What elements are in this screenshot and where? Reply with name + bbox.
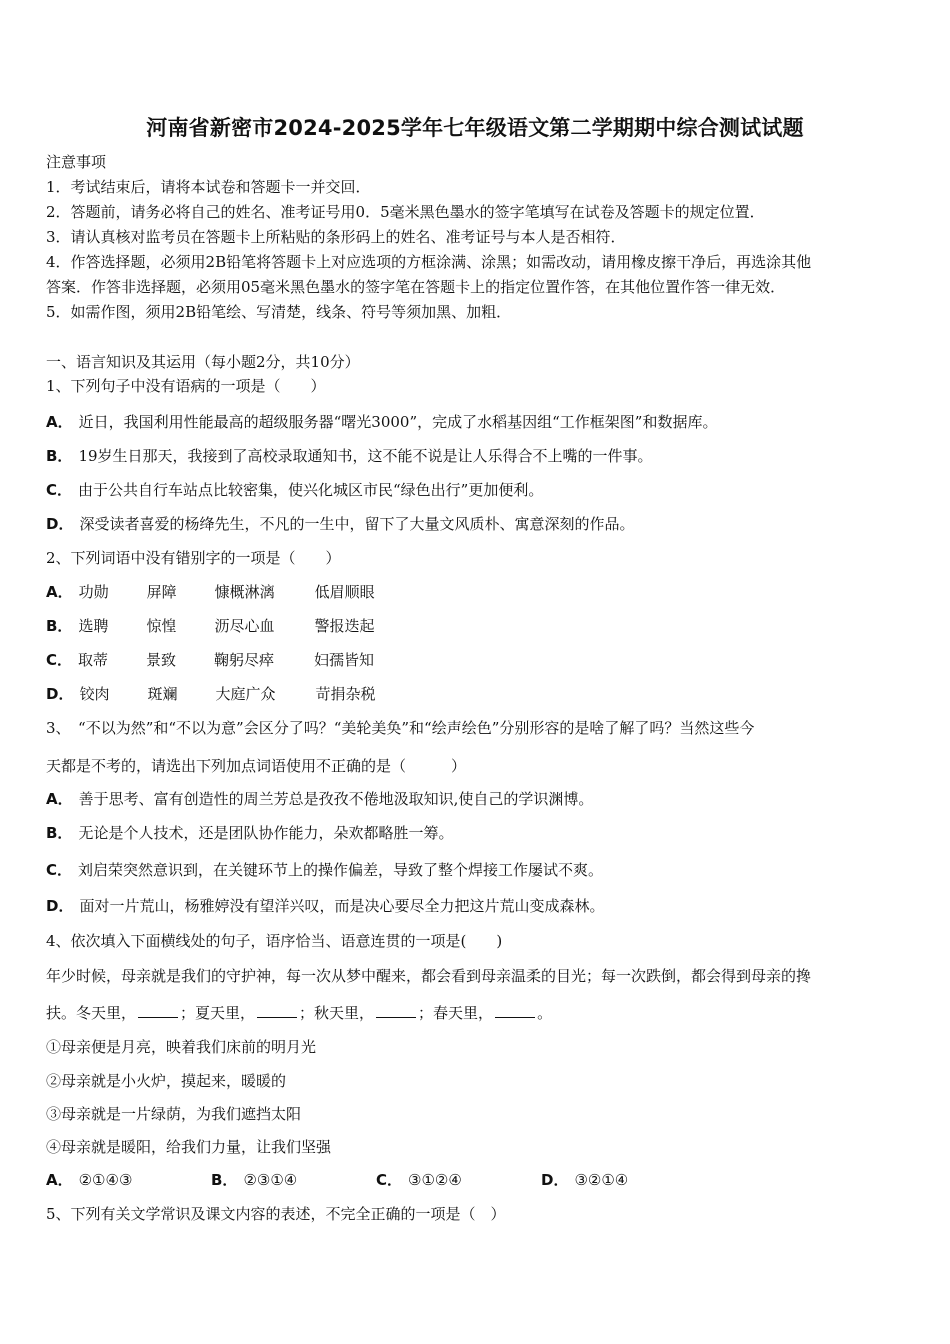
option-label: D．	[46, 685, 74, 703]
passage-fragment: ；春天里，	[418, 1004, 494, 1022]
question-1-option-c	[46, 480, 543, 500]
notice-item: 1．考试结束后，请将本试卷和答题卡一并交回．	[46, 178, 371, 196]
fill-blank	[376, 1003, 416, 1018]
option-label: B．	[46, 617, 73, 635]
option-label: D．	[46, 897, 74, 915]
option-label: D．	[46, 515, 74, 533]
option-label: A．	[46, 583, 73, 601]
page-title: 河南省新密市2024-2025学年七年级语文第二学期期中综合测试试题	[146, 116, 804, 140]
question-4-stem: 4、依次填入下面横线处的句子，语序恰当、语意连贯的一项是( )	[46, 932, 503, 950]
question-1-option-d	[46, 514, 634, 534]
question-4-sentence: ④母亲就是暖阳，给我们力量，让我们坚强	[46, 1138, 332, 1156]
notice-item: 5．如需作图，须用2B铅笔绘、写清楚，线条、符号等须加黑、加粗．	[46, 303, 512, 321]
option-label: C．	[46, 481, 73, 499]
question-4-passage-blanks	[46, 1003, 552, 1023]
option-text: 刘启荣突然意识到，在关键环节上的操作偏差，导致了整个焊接工作屡试不爽。	[78, 861, 604, 879]
question-3-option-d	[46, 896, 604, 916]
passage-fragment: 扶。冬天里，	[46, 1004, 137, 1022]
question-3-stem: 3、 “不以为然”和“不以为意”会区分了吗？“美轮美奂”和“绘声绘色”分别形容的是啥了解了吗？当然这些今	[46, 719, 755, 737]
fill-blank	[257, 1003, 297, 1018]
choice-b	[211, 1170, 376, 1190]
option-label: A．	[46, 413, 73, 431]
option-label: B．	[211, 1171, 238, 1189]
option-word: 惊惶	[146, 617, 177, 635]
option-text: 面对一片荒山，杨雅婷没有望洋兴叹，而是决心要尽全力把这片荒山变成森林。	[79, 897, 605, 915]
option-text: ②③①④	[243, 1171, 298, 1189]
option-text: ②①④③	[78, 1171, 133, 1189]
question-5-stem: 5、下列有关文学常识及课文内容的表述，不完全正确的一项是（ ）	[46, 1205, 506, 1223]
passage-fragment: ；秋天里，	[299, 1004, 375, 1022]
notice-item: 3．请认真核对监考员在答题卡上所粘贴的条形码上的姓名、准考证号与本人是否相符．	[46, 228, 626, 246]
option-label: B．	[46, 447, 73, 465]
question-2-option-b	[46, 616, 414, 636]
option-word: 沥尽心血	[214, 617, 275, 635]
notice-heading: 注意事项	[46, 153, 107, 171]
question-4-passage: 年少时候，母亲就是我们的守护神，每一次从梦中醒来，都会看到母亲温柔的目光；每一次跌倒，都会得到母亲的搀	[46, 967, 812, 985]
question-4-choices	[46, 1170, 706, 1190]
passage-fragment: ；夏天里，	[180, 1004, 256, 1022]
option-text: 近日，我国利用性能最高的超级服务器“曙光3000”，完成了水稻基因组“工作框架图”和数据库。	[78, 413, 718, 431]
question-2-option-c	[46, 650, 414, 670]
section-heading: 一、语言知识及其运用（每小题2分，共10分）	[46, 353, 360, 371]
option-word: 警报迭起	[314, 617, 375, 635]
option-label: C．	[46, 651, 73, 669]
option-word: 慷概淋漓	[214, 583, 275, 601]
question-2-stem: 2、下列词语中没有错别字的一项是（ ）	[46, 549, 341, 567]
option-text: 19岁生日那天，我接到了高校录取通知书，这不能不说是让人乐得合不上嘴的一件事。	[78, 447, 653, 465]
option-label: C．	[46, 861, 73, 879]
option-word: 鞠躬尽瘁	[214, 651, 275, 669]
option-word: 选聘	[78, 617, 109, 635]
option-word: 妇孺皆知	[314, 651, 375, 669]
question-2-option-a	[46, 582, 415, 602]
option-text: 无论是个人技术，还是团队协作能力，朵欢都略胜一筹。	[78, 824, 454, 842]
option-word: 取蒂	[78, 651, 109, 669]
option-word: 功勋	[78, 583, 109, 601]
option-label: A．	[46, 1171, 73, 1189]
option-word: 屏障	[146, 583, 177, 601]
choice-d	[541, 1170, 706, 1190]
notice-item: 答案．作答非选择题，必须用05毫米黑色墨水的签字笔在答题卡上的指定位置作答，在其他位置作答一律无效．	[46, 278, 786, 296]
question-1-option-b	[46, 446, 653, 466]
option-label: B．	[46, 824, 73, 842]
option-word: 景致	[146, 651, 177, 669]
notice-item: 4．作答选择题，必须用2B铅笔将答题卡上对应选项的方框涂满、涂黑；如需改动，请用橡皮擦干净后，再选涂其他	[46, 253, 812, 271]
question-1-option-a	[46, 412, 717, 432]
question-3-option-c	[46, 860, 603, 880]
question-3-option-b	[46, 823, 453, 843]
choice-a	[46, 1170, 211, 1190]
fill-blank	[138, 1003, 178, 1018]
option-word: 大庭广众	[215, 685, 276, 703]
question-4-sentence: ③母亲就是一片绿荫，为我们遮挡太阳	[46, 1105, 302, 1123]
option-word: 低眉顺眼	[314, 583, 375, 601]
option-word: 苛捐杂税	[315, 685, 376, 703]
question-3-option-a	[46, 789, 593, 809]
option-label: D．	[541, 1171, 569, 1189]
question-4-sentence: ②母亲就是小火炉，摸起来，暖暖的	[46, 1072, 287, 1090]
option-text: 由于公共自行车站点比较密集，使兴化城区市民“绿色出行”更加便利。	[78, 481, 544, 499]
choice-c	[376, 1170, 541, 1190]
option-word: 斑斓	[147, 685, 178, 703]
option-label: C．	[376, 1171, 403, 1189]
question-2-option-d	[46, 684, 415, 704]
option-label: A．	[46, 790, 73, 808]
option-word: 铰肉	[79, 685, 110, 703]
option-text: ③①②④	[408, 1171, 462, 1189]
option-text: 深受读者喜爱的杨绛先生，不凡的一生中，留下了大量文风质朴、寓意深刻的作品。	[79, 515, 635, 533]
question-3-stem-cont: 天都是不考的，请选出下列加点词语使用不正确的是（ ）	[46, 757, 467, 775]
fill-blank	[495, 1003, 535, 1018]
question-4-sentence: ①母亲便是月亮，映着我们床前的明月光	[46, 1038, 317, 1056]
notice-item: 2．答题前，请务必将自己的姓名、准考证号用0．5毫米黑色墨水的签字笔填写在试卷及答题卡的规定位置．	[46, 203, 765, 221]
question-1-stem: 1、下列句子中没有语病的一项是（ ）	[46, 377, 326, 395]
option-text: 善于思考、富有创造性的周兰芳总是孜孜不倦地汲取知识,使自己的学识渊博。	[78, 790, 594, 808]
passage-fragment: 。	[537, 1004, 553, 1022]
option-text: ③②①④	[574, 1171, 629, 1189]
